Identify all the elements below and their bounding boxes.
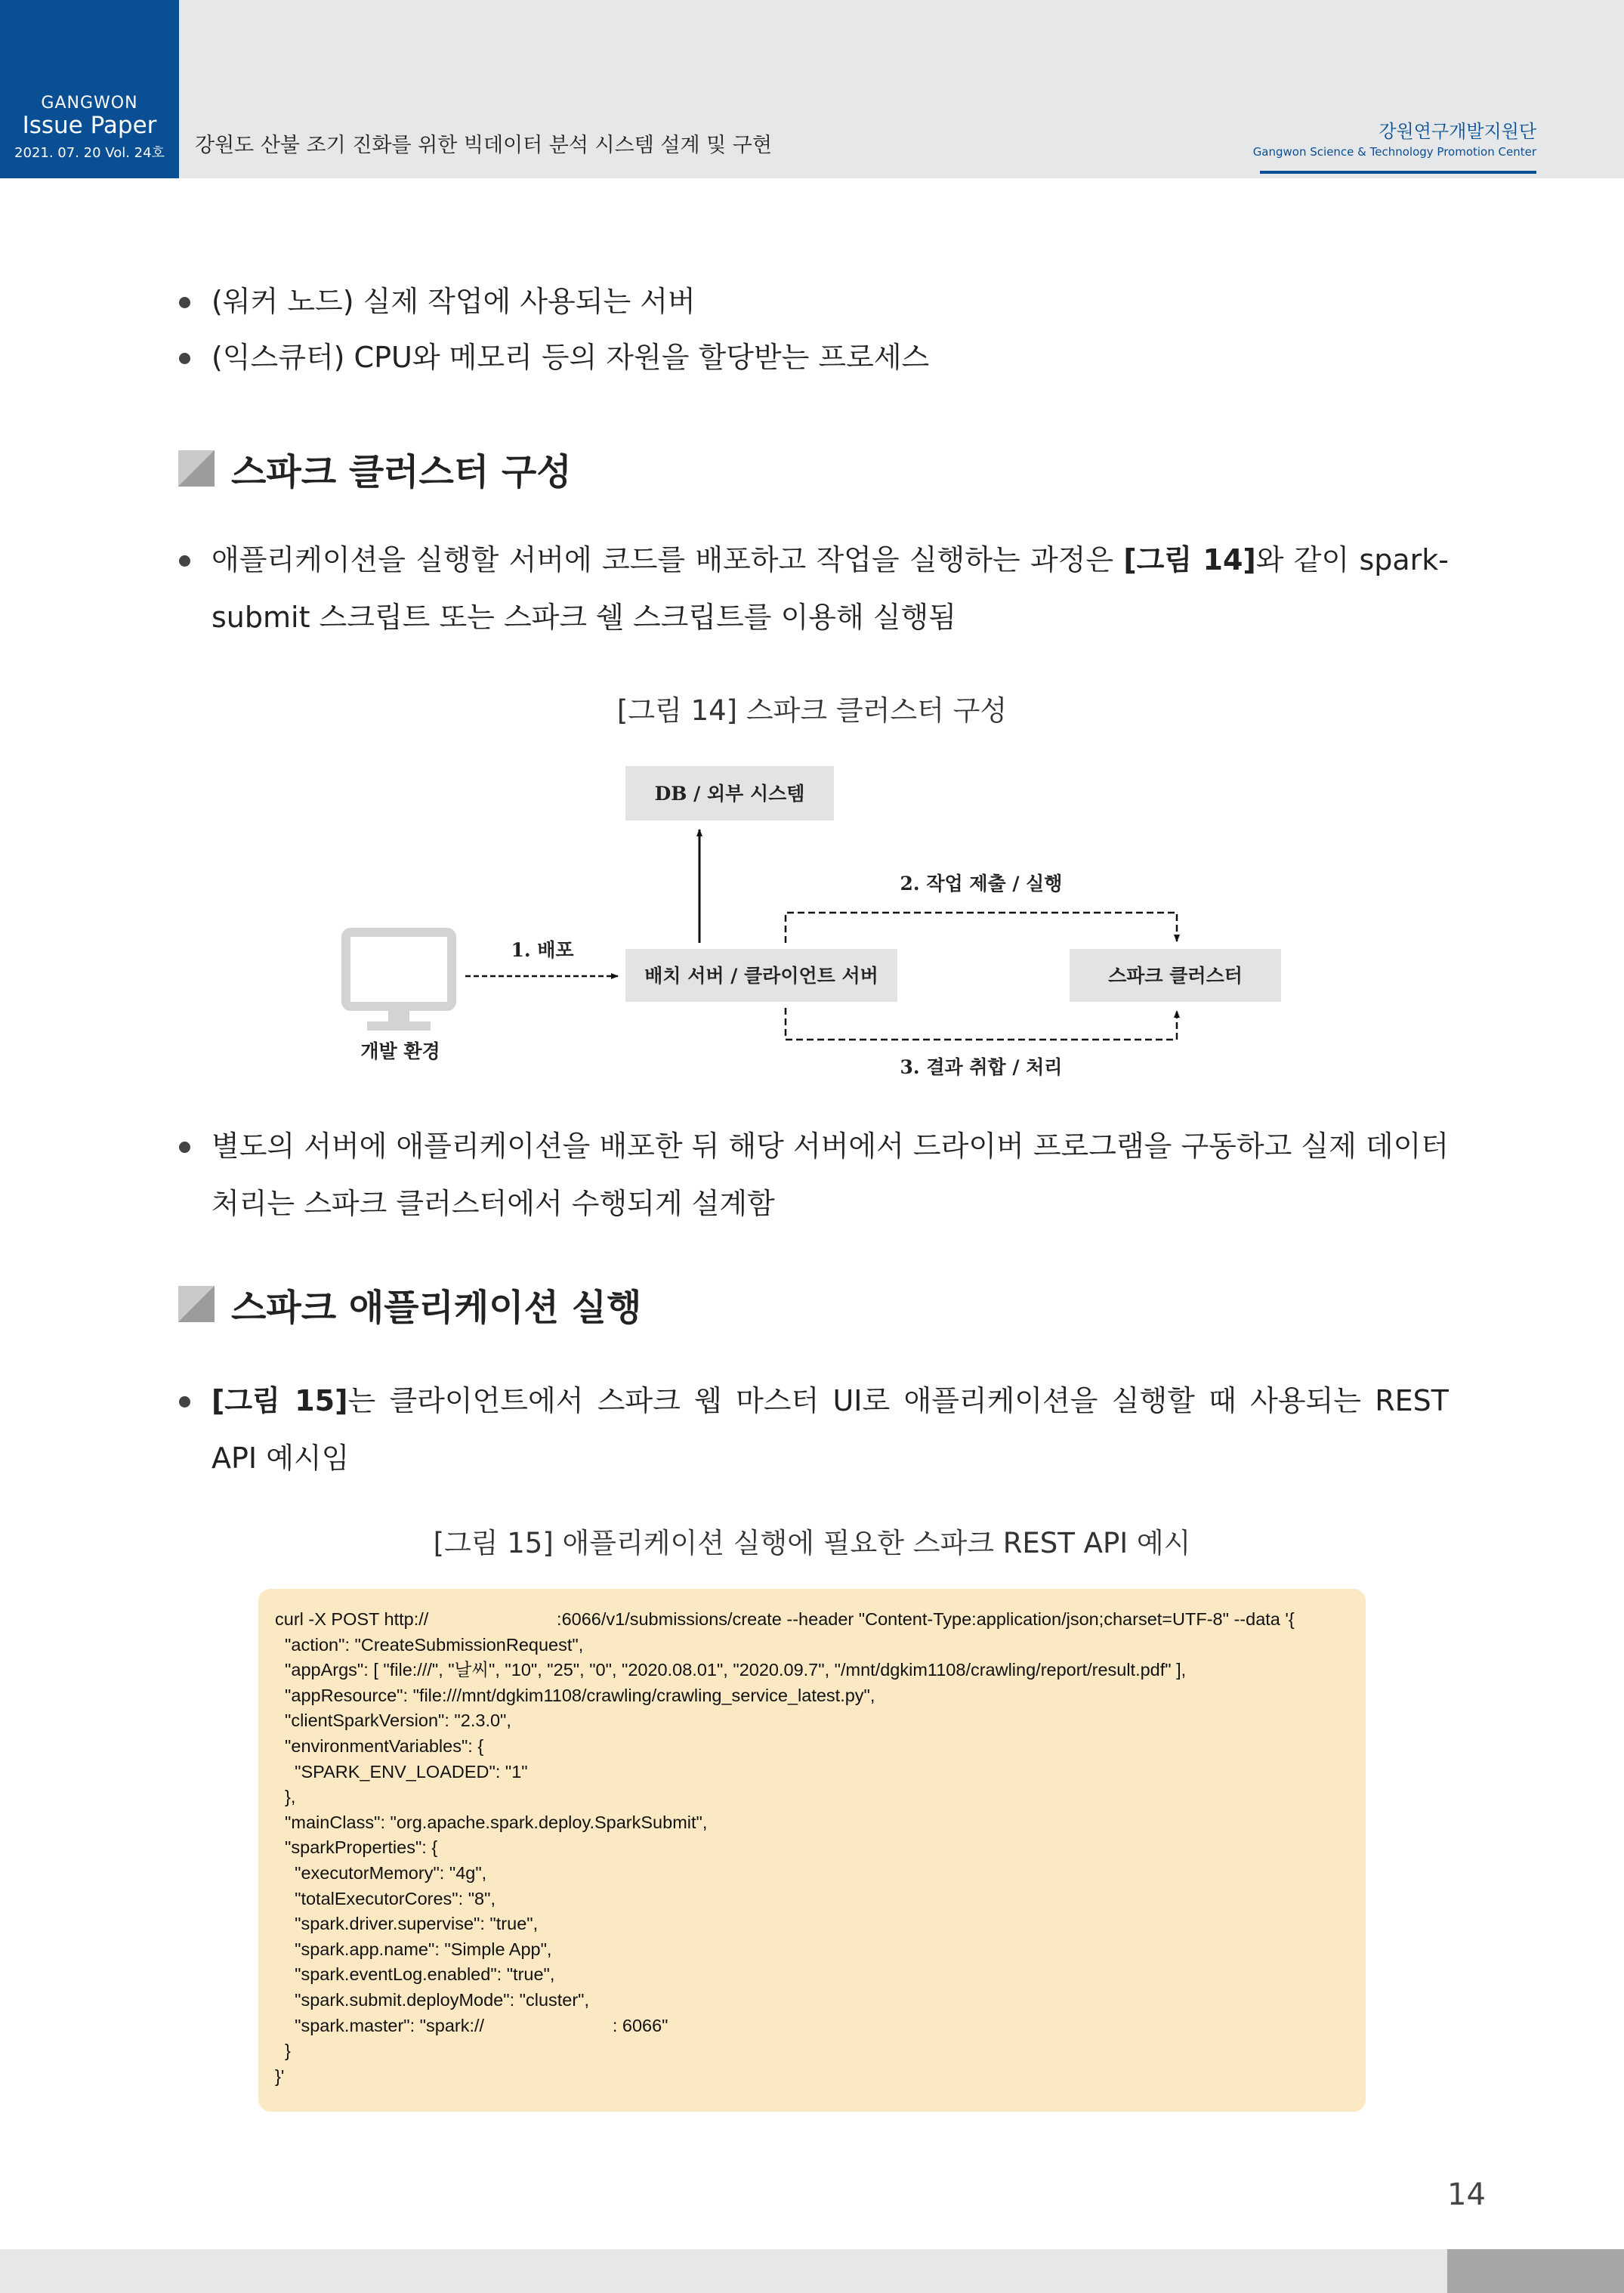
section-marker-icon — [178, 1286, 215, 1322]
organization-name: 강원연구개발지원단 — [1379, 121, 1536, 142]
badge-line1: GANGWON — [41, 94, 138, 113]
bullet-text — [177, 1372, 1449, 1487]
figure-reference: [그림 15] — [211, 1384, 348, 1417]
section-title: 스파크 애플리케이션 실행 — [231, 1287, 642, 1329]
bullet-deploy-process — [177, 531, 1449, 646]
bullet-text — [177, 531, 1449, 646]
bullet-text-part: 는 클라이언트에서 스파크 웹 마스터 UI로 애플리케이션을 실행할 때 사용되는 REST API 예시임 — [211, 1384, 1449, 1475]
figure-14-caption: [그림 14] 스파크 클러스터 구성 — [616, 694, 1008, 727]
issue-paper-badge — [0, 0, 179, 178]
organization-name-en: Gangwon Science & Technology Promotion Center — [1252, 145, 1536, 159]
bullet-text: (익스큐터) CPU와 메모리 등의 자원을 할당받는 프로세스 — [211, 341, 930, 374]
document-title: 강원도 산불 조기 진화를 위한 빅데이터 분석 시스템 설계 및 구현 — [195, 134, 772, 157]
bullet-executor — [177, 329, 1449, 386]
result-label: 3. 결과 취합 / 처리 — [900, 1056, 1063, 1078]
bullet-rest-api — [177, 1372, 1449, 1487]
section-heading-application — [178, 1278, 641, 1330]
figure-15-caption: [그림 15] 애플리케이션 실행에 필요한 스파크 REST API 예시 — [433, 1527, 1191, 1559]
bullet-text: (워커 노드) 실제 작업에 사용되는 서버 — [211, 285, 696, 318]
section-heading-cluster — [178, 443, 572, 495]
bullet-separate-server — [177, 1117, 1449, 1232]
section-title: 스파크 클러스터 구성 — [231, 451, 572, 493]
monitor-icon — [346, 932, 452, 1031]
code-line: "appArgs": [ "file:///", "날씨", "10", "25", "0", "2020.08.01", "2020.09.7", "/mnt/dgkim1108/crawling/report/result.pdf" ], — [275, 1660, 1187, 1680]
spark-cluster-label: 스파크 클러스터 — [1108, 965, 1243, 987]
code-line: "clientSparkVersion": "2.3.0", — [275, 1710, 511, 1731]
code-line: "mainClass": "org.apache.spark.deploy.SparkSubmit", — [275, 1812, 708, 1832]
code-example-box — [258, 1589, 1366, 2112]
figure-reference: [그림 14] — [1123, 543, 1256, 576]
page-number: 14 — [1447, 2177, 1486, 2212]
code-line: "spark.eventLog.enabled": "true", — [275, 1964, 555, 1985]
result-arrow — [786, 1008, 1177, 1040]
code-line: curl -X POST http:// :6066/v1/submissions/create --header "Content-Type:application/json;charset=UTF-8" --data '{ — [275, 1609, 1295, 1629]
organization-underline — [1260, 171, 1536, 174]
code-line: }' — [275, 2066, 285, 2086]
code-line: "SPARK_ENV_LOADED": "1" — [275, 1761, 528, 1782]
dev-env-label: 개발 환경 — [360, 1040, 440, 1062]
bullet-text-part: 와 같이 spark-submit 스크립트 또는 스파크 쉘 스크립트를 이용해 실행됨 — [211, 543, 1449, 634]
bullet-worker-node — [177, 273, 1449, 330]
deploy-label: 1. 배포 — [511, 939, 574, 961]
code-line: "action": "CreateSubmissionRequest", — [275, 1634, 584, 1655]
code-line: }, — [275, 1787, 296, 1807]
bullet-text: 별도의 서버에 애플리케이션을 배포한 뒤 해당 서버에서 드라이버 프로그램을 구동하고 실제 데이터 처리는 스파크 클러스터에서 수행되게 설계함 — [211, 1130, 1449, 1220]
badge-line3: 2021. 07. 20 Vol. 24호 — [14, 145, 165, 161]
code-line: "spark.master": "spark:// : 6066" — [275, 2015, 668, 2035]
page-footer — [0, 2249, 1624, 2293]
section-marker-icon — [178, 450, 215, 487]
code-line: "spark.driver.supervise": "true", — [275, 1914, 539, 1934]
code-line: "totalExecutorCores": "8", — [275, 1888, 496, 1908]
code-line: "spark.app.name": "Simple App", — [275, 1939, 552, 1959]
code-line: "executorMemory": "4g", — [275, 1862, 487, 1883]
submit-arrow — [786, 913, 1177, 943]
batch-server-label: 배치 서버 / 클라이언트 서버 — [644, 965, 878, 987]
spark-cluster-diagram — [332, 762, 1299, 1094]
page-footer-accent — [1447, 2249, 1624, 2293]
code-line: "spark.submit.deployMode": "cluster", — [275, 1989, 590, 2010]
code-line: "environmentVariables": { — [275, 1735, 484, 1756]
code-line: } — [275, 2041, 291, 2061]
bullet-text-part: 애플리케이션을 실행할 서버에 코드를 배포하고 작업을 실행하는 과정은 — [211, 543, 1124, 576]
submit-label: 2. 작업 제출 / 실행 — [900, 873, 1063, 895]
rest-api-code — [275, 1607, 1295, 2089]
code-line: "appResource": "file:///mnt/dgkim1108/crawling/crawling_service_latest.py", — [275, 1685, 875, 1705]
code-line: "sparkProperties": { — [275, 1837, 438, 1858]
badge-line2: Issue Paper — [22, 112, 157, 139]
db-label: DB / 외부 시스템 — [654, 783, 805, 805]
